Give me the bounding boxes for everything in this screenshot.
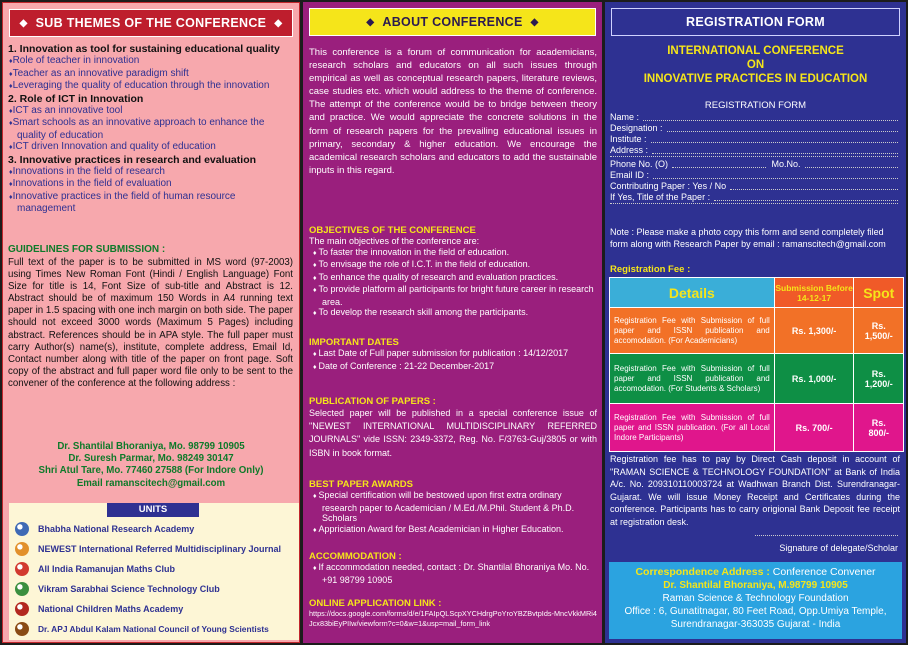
contributing-paper-field[interactable]	[610, 181, 898, 192]
field-line[interactable]	[714, 192, 898, 201]
correspondence-org: Raman Science & Technology Foundation	[662, 593, 849, 604]
fee-submission: Rs. 1,000/-	[774, 354, 854, 404]
field-line[interactable]	[643, 112, 898, 121]
publication-section	[309, 396, 597, 460]
accommodation-section	[309, 551, 598, 585]
form-title: REGISTRATION FORM	[704, 100, 807, 111]
sub-themes-title: SUB THEMES OF THE CONFERENCE	[35, 16, 267, 30]
fee-header-submission: Submission Before 14-12-17	[774, 278, 854, 308]
paper-title-field-2[interactable]	[610, 203, 898, 206]
unit-logo-icon	[15, 522, 29, 536]
publication-title: PUBLICATION OF PAPERS :	[309, 396, 436, 407]
guidelines-text: Full text of the paper is to be submitted in MS word (97-2003) using Times New Roman Font (Hindi / English Language) Font Size for title is 14, Font Size of sub-title and Abstract is 12. Abstract should be of maximum 150 Words in A4 running text paper in 1.5 spacing with one inch margin on both side. The paper should not exceed 3000 words (Maximum 5 Pages) including abstract. References should be in APA style. The full paper must carry Author(s) name(s), institute, complete address, Email Id, Contact number along with title of the paper on front page. Soft copy of the abstract and full paper word file only to be sent to the convener of the conference at the following address :	[8, 257, 293, 389]
fee-label: Registration Fee :	[610, 264, 691, 275]
designation-field[interactable]	[610, 123, 898, 134]
conference-title	[605, 44, 906, 86]
name-field[interactable]	[610, 112, 898, 123]
unit-logo-icon	[15, 542, 29, 556]
fee-table	[609, 277, 904, 452]
unit-label: Dr. APJ Abdul Kalam National Council of Young Scientists	[38, 624, 269, 634]
field-line[interactable]	[652, 145, 898, 154]
field-line[interactable]	[667, 123, 898, 132]
diamond-icon: ◆	[19, 17, 28, 29]
fee-desc: Registration Fee with Submission of full paper and ISSN publication and accomodation. (For Academicians)	[610, 308, 775, 354]
registration-panel	[605, 2, 906, 643]
fee-row	[610, 354, 904, 404]
award-item: ♦ Appriciation Award for Best Academician in Higher Education.	[309, 524, 598, 537]
objective-item: ♦ To develop the research skill among the participants.	[309, 307, 598, 320]
contact-line: Dr. Shantilal Bhoraniya, Mo. 98799 10905	[57, 441, 245, 452]
unit-logo-icon	[15, 622, 29, 636]
registration-header	[611, 8, 900, 36]
institute-field[interactable]	[610, 134, 898, 145]
units-title: UNITS	[107, 503, 199, 517]
unit-item	[15, 619, 297, 639]
theme-item: ♦ ICT driven Innovation and quality of education	[8, 141, 293, 154]
themes-list	[8, 43, 293, 215]
theme-item: ♦ Role of teacher in innovation	[8, 55, 293, 68]
theme-item: ♦ Teacher as an innovative paradigm shift	[8, 68, 293, 81]
contact-line: Dr. Suresh Parmar, Mo. 98249 30147	[68, 453, 234, 465]
sub-themes-header	[9, 9, 293, 37]
phone-label: Phone No. (O)	[610, 159, 669, 169]
accommodation-title: ACCOMMODATION :	[309, 551, 402, 562]
fee-spot: Rs. 1,200/-	[854, 354, 904, 404]
unit-logo-icon	[15, 562, 29, 576]
field-line[interactable]	[730, 181, 898, 190]
fee-spot: Rs. 800/-	[854, 404, 904, 452]
objective-item: ♦ To envisage the role of I.C.T. in the field of education.	[309, 259, 598, 272]
fee-submission: Rs. 1,300/-	[774, 308, 854, 354]
fee-desc: Registration Fee with Submission of full paper and ISSN publication and accomodation. (For Students & Scholars)	[610, 354, 775, 404]
unit-item	[15, 539, 297, 559]
awards-section	[309, 479, 598, 536]
dates-title: IMPORTANT DATES	[309, 337, 399, 348]
paper-title-field[interactable]	[610, 192, 898, 203]
correspondence-box	[609, 562, 902, 639]
field-label: Institute :	[610, 134, 647, 144]
correspondence-heading	[609, 566, 902, 579]
payment-text: Registration fee has to pay by Direct Cash deposit in account of "RAMAN SCIENCE & TECHNOLOGY FOUNDATION" at Bank of India A/c. No. 209310110003724 at Wadhwan Branch Dist. Surendranagar-Gujarat. We will issue Money Receipt and Certificates during the conference. Participants has to carry origional Bank Deposit fee receipt at registration desk.	[610, 454, 900, 527]
about-title: ABOUT CONFERENCE	[382, 15, 523, 29]
mobile-line[interactable]	[805, 159, 898, 168]
field-label: If Yes, Title of the Paper :	[610, 192, 711, 202]
unit-label: All India Ramanujan Maths Club	[38, 564, 176, 574]
conference-title-line: INNOVATIVE PRACTICES IN EDUCATION	[643, 73, 868, 85]
publication-text: Selected paper will be published in a special conference issue of "NEWEST INTERNATIONAL MULTIDISCIPLINARY REFERRED JOURNALS" vide ISSN: 2349-3372, Reg. No. F/3763-Guj/3805 or with ISBN in book format.	[309, 408, 597, 458]
conference-title-line: ON	[746, 59, 765, 71]
fee-row	[610, 308, 904, 354]
awards-title: BEST PAPER AWARDS	[309, 479, 413, 490]
about-panel	[303, 2, 602, 643]
objective-item: ♦ To enhance the quality of research and evaluation practices.	[309, 272, 598, 285]
conference-title-line: INTERNATIONAL CONFERENCE	[667, 45, 844, 57]
unit-logo-icon	[15, 602, 29, 616]
guidelines-title: GUIDELINES FOR SUBMISSION :	[8, 244, 166, 255]
online-link[interactable]: https://docs.google.com/forms/d/e/1FAIpQLScpXYCHdrgPoYroYBZBvtpIds-MncVkkMRi4Jcx83biEyPIIw/viewform?c=0&w=1&usp=mail_form_link	[309, 609, 597, 628]
date-item: ♦ Date of Conference : 21-22 December-2017	[309, 361, 598, 374]
unit-label: National Children Maths Academy	[38, 604, 184, 614]
award-item: ♦ Special certification will be bestowed upon first extra ordinary research paper to Academician / M.Ed./M.Phil. Student & Ph.D. Scholars	[309, 490, 598, 524]
dates-section	[309, 337, 598, 373]
units-box	[9, 503, 299, 640]
field-label: Email ID :	[610, 170, 650, 180]
unit-label: Bhabha National Research Academy	[38, 524, 195, 534]
unit-logo-icon	[15, 582, 29, 596]
theme-title: 1. Innovation as tool for sustaining educational quality	[8, 43, 280, 55]
about-intro: This conference is a forum of communication for academicians, research scholars and educators on all such issues through empirical as well as conceptual research papers, literature reviews, case studies etc. which would address to the theme of conference. The attempt of the conference would be to bridge between theory and practice. We would appreciate the concrete solutions in the form of research papers for the prevailing educational issues in primary, secondary & higher education. We encourage the academical research scholars and educators to add the sustainable inputs in this regard.	[309, 47, 597, 176]
theme-item: ♦ Leveraging the quality of education through the innovation	[8, 80, 293, 93]
contacts	[3, 441, 299, 490]
address-field[interactable]	[610, 145, 898, 156]
objectives-lead: The main objectives of the conference are:	[309, 236, 480, 246]
diamond-icon: ◆	[366, 16, 375, 28]
field-label: Name :	[610, 112, 640, 122]
fee-desc: Registration Fee with Submission of full paper and ISSN publication. (For all Local Indore Participants)	[610, 404, 775, 452]
unit-label: NEWEST International Referred Multidisciplinary Journal	[38, 544, 282, 554]
theme-title: 3. Innovative practices in research and evaluation	[8, 153, 257, 166]
signature-label: Signature of delegate/Scholar	[779, 543, 898, 553]
phone-row[interactable]	[610, 159, 898, 170]
sub-themes-panel	[2, 2, 300, 643]
theme-item: ♦ Smart schools as an innovative approach to enhance the quality of education	[8, 117, 293, 141]
unit-item	[15, 519, 297, 539]
field-line[interactable]	[653, 170, 898, 179]
fee-spot: Rs. 1,500/-	[854, 308, 904, 354]
objective-item: ♦ To faster the innovation in the field of education.	[309, 247, 598, 260]
phone-line[interactable]	[672, 159, 765, 168]
online-title: ONLINE APPLICATION LINK :	[309, 598, 442, 609]
correspondence-role: Conference Convener	[772, 566, 876, 578]
unit-item	[15, 559, 297, 579]
contact-email: Email ramanscitech@gmail.com	[76, 477, 226, 489]
field-label: Designation :	[610, 123, 663, 133]
correspondence-name: Dr. Shantilal Bhoraniya, M.98799 10905	[663, 580, 848, 591]
mobile-label: Mo.No.	[771, 159, 801, 169]
email-field[interactable]	[610, 170, 898, 181]
unit-item	[15, 579, 297, 599]
units-list	[15, 519, 297, 639]
field-label: Address :	[610, 145, 649, 155]
fee-header-details: Details	[610, 278, 775, 308]
field-label: Contributing Paper : Yes / No	[610, 181, 727, 191]
fee-row	[610, 404, 904, 452]
objectives-section	[309, 225, 598, 320]
contact-line: Shri Atul Tare, Mo. 77460 27588 (For Indore Only)	[38, 465, 264, 477]
fee-submission: Rs. 700/-	[774, 404, 854, 452]
date-item: ♦ Last Date of Full paper submission for publication : 14/12/2017	[309, 348, 598, 361]
field-line[interactable]	[651, 134, 898, 143]
registration-title: REGISTRATION FORM	[686, 15, 825, 29]
registration-fields	[610, 112, 898, 206]
unit-label: Vikram Sarabhai Science Technology Club	[38, 584, 220, 594]
form-note: Note : Please make a photo copy this form and send completely filed form along with Research Paper by email : ramanscitech@gmail.com	[610, 227, 886, 249]
fee-header-spot: Spot	[854, 278, 904, 308]
theme-item: ♦ Innovations in the field of evaluation	[8, 178, 293, 191]
correspondence-address: Office : 6, Gunatitnagar, 80 Feet Road, Opp.Umiya Temple, Surendranagar-363035 Gujarat - India	[624, 606, 887, 630]
accommodation-text: ♦ If accommodation needed, contact : Dr. Shantilal Bhoraniya Mo. No. +91 98799 10905	[309, 562, 598, 585]
diamond-icon: ◆	[274, 17, 283, 29]
diamond-icon: ◆	[530, 16, 539, 28]
online-section	[309, 598, 598, 628]
objective-item: ♦ To provide platform all participants for bright future career in research area.	[309, 284, 598, 307]
field-line[interactable]	[610, 203, 898, 204]
fee-header-row	[610, 278, 904, 308]
theme-item: ♦ Innovative practices in the field of human resource management	[8, 191, 293, 215]
theme-title: 2. Role of ICT in Innovation	[8, 92, 144, 105]
correspondence-label: Correspondence Address :	[635, 566, 770, 578]
objectives-title: OBJECTIVES OF THE CONFERENCE	[309, 225, 476, 236]
unit-item	[15, 599, 297, 619]
field-line[interactable]	[610, 156, 898, 157]
theme-item: ♦ Innovations in the field of research	[8, 166, 293, 179]
theme-item: ♦ ICT as an innovative tool	[8, 105, 293, 118]
about-header	[309, 8, 596, 36]
